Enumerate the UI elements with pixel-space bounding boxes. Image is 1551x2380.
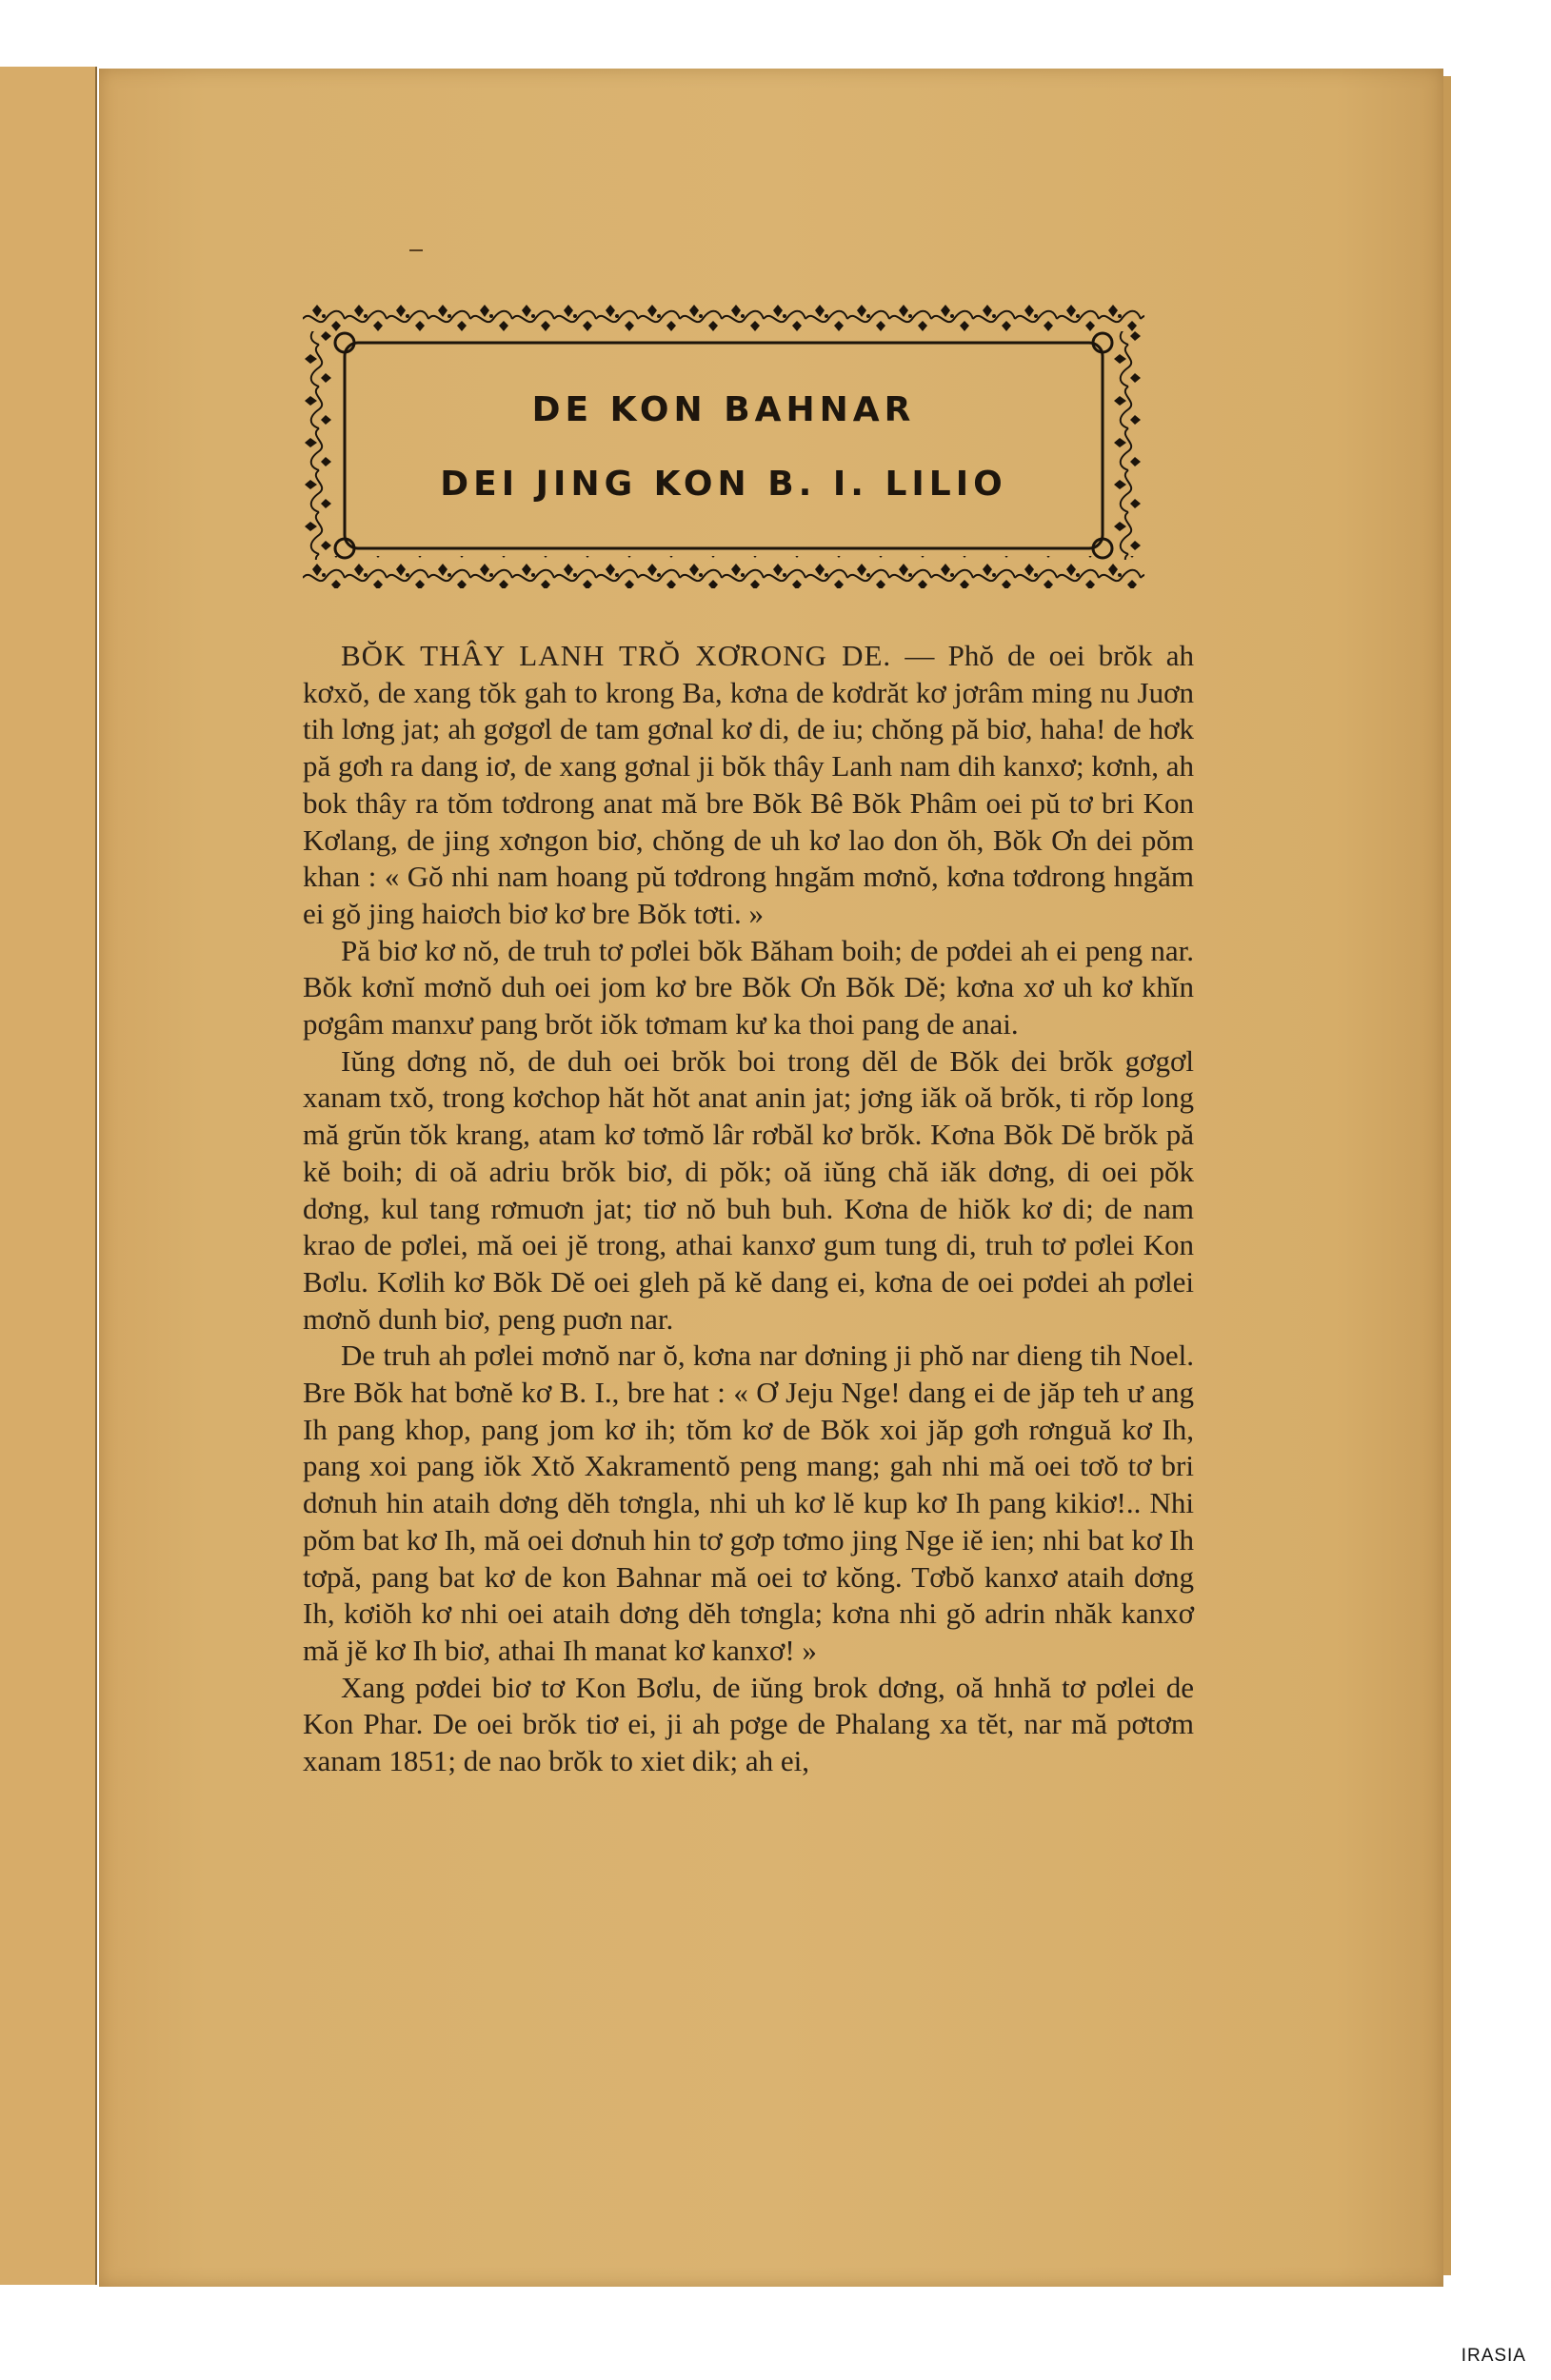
section-lead: BŎK THÂY LANH TRŎ XƠRONG DE.	[341, 639, 892, 672]
paragraph-3	[303, 1043, 1194, 1339]
paragraph-text: — Phŏ de oei brŏk ah kơxŏ, de xang tŏk gah to krong Ba, kơna de kơdrăt kơ jơrâm ming nu Juơn tih lơng jat; ah gơgơl de tam gơnal kơ di, de iu; chŏng pă biơ, haha! de hơk pă gơh ra dang iơ, de xang gơnal ji bŏk thây Lanh nam dih kanxơ; kơnh, ah bok thây ra tŏm tơdrong anat mă bre Bŏk Bê Bŏk Phâm oei pŭ tơ bri Kon Kơlang, de jing xơngon biơ, chŏng de uh kơ lao don ŏh, Bŏk Ơn dei pŏm khan : « Gŏ nhi nam hoang pŭ tơdrong hngăm mơnŏ, kơna tơdrong hngăm ei gŏ jing haiơch biơ kơ bre Bŏk tơti. »	[303, 639, 1194, 930]
previous-page-edge	[0, 67, 97, 2285]
printer-mark	[409, 249, 423, 251]
paragraph-2	[303, 933, 1194, 1043]
paragraph-text: De truh ah pơlei mơnŏ nar ŏ, kơna nar dơning ji phŏ nar dieng tih Noel. Bre Bŏk hat bơnĕ kơ B. I., bre hat : « Ơ Jeju Nge! dang ei de jăp teh ư ang Ih pang khop, pang jom kơ ih; tŏm kơ de Bŏk xoi jăp gơh rơnguă kơ Ih, pang xoi pang iŏk Xtŏ Xakramentŏ peng mang; gah nhi mă oei tơŏ tơ bri dơnuh hin ataih dơng dĕh tơngla, nhi uh kơ lĕ kup kơ Ih pang kikiơ!.. Nhi pŏm bat kơ Ih, mă oei dơnuh hin tơ gơp tơmo jing Nge iĕ ien; nhi bat kơ Ih tơpă, pang bat kơ de kon Bahnar mă oei tơ kŏng. Tơbŏ kanxơ ataih dơng Ih, kơiŏh kơ nhi oei ataih dơng dĕh tơngla; kơna nhi gŏ adrin nhăk kanxơ mă jĕ kơ Ih biơ, athai Ih manat kơ kanxơ! »	[303, 1339, 1194, 1667]
title-line-2: DEI JING KON B. I. LILIO	[440, 465, 1007, 504]
floral-border-icon	[303, 303, 1144, 588]
paragraph-4	[303, 1338, 1194, 1669]
watermark-label: IRASIA	[1461, 2346, 1526, 2366]
body-text	[303, 638, 1194, 1780]
paragraph-text: Iŭng dơng nŏ, de duh oei brŏk boi trong dĕl de Bŏk dei brŏk gơgơl xanam txŏ, trong kơchop hăt hŏt anat anin jat; jơng iăk oă brŏk, ti rŏp long mă grŭn tŏk krang, atam kơ tơmŏ lâr rơbăl kơ brŏk. Kơna Bŏk Dĕ brŏk pă kĕ boih; di oă adriu brŏk biơ, di pŏk; oă iŭng chă iăk dơng, di oei pŏk dơng, kul tang rơmuơn jat; tiơ nŏ buh buh. Kơna de hiŏk kơ di; de nam krao de pơlei, mă oei jĕ trong, athai kanxơ gum tung di, truh tơ pơlei Kon Bơlu. Kơlih kơ Bŏk Dĕ oei gleh pă kĕ dang ei, kơna de oei pơdei ah pơlei mơnŏ dunh biơ, peng puơn nar.	[303, 1043, 1194, 1336]
ornamental-title-frame	[303, 303, 1144, 588]
paragraph-5	[303, 1670, 1194, 1780]
paragraph-1	[303, 638, 1194, 933]
paragraph-text: Xang pơdei biơ tơ Kon Bơlu, de iŭng brok dơng, oă hnhă tơ pơlei de Kon Phar. De oei brŏk tiơ ei, ji ah pơge de Phalang xa tĕt, nar mă pơtơm xanam 1851; de nao brŏk to xiet dik; ah ei,	[303, 1670, 1194, 1778]
paragraph-text: Pă biơ kơ nŏ, de truh tơ pơlei bŏk Băham boih; de pơdei ah ei peng nar. Bŏk kơnĭ mơnŏ duh oei jom kơ bre Bŏk Ơn Bŏk Dĕ; kơna xơ uh kơ khĭn pơgâm manxư pang brŏt iŏk tơmam kư ka thoi pang de anai.	[303, 933, 1194, 1041]
title-line-1: DE KON BAHNAR	[531, 390, 916, 429]
page-edge-shadow	[1443, 76, 1451, 2275]
